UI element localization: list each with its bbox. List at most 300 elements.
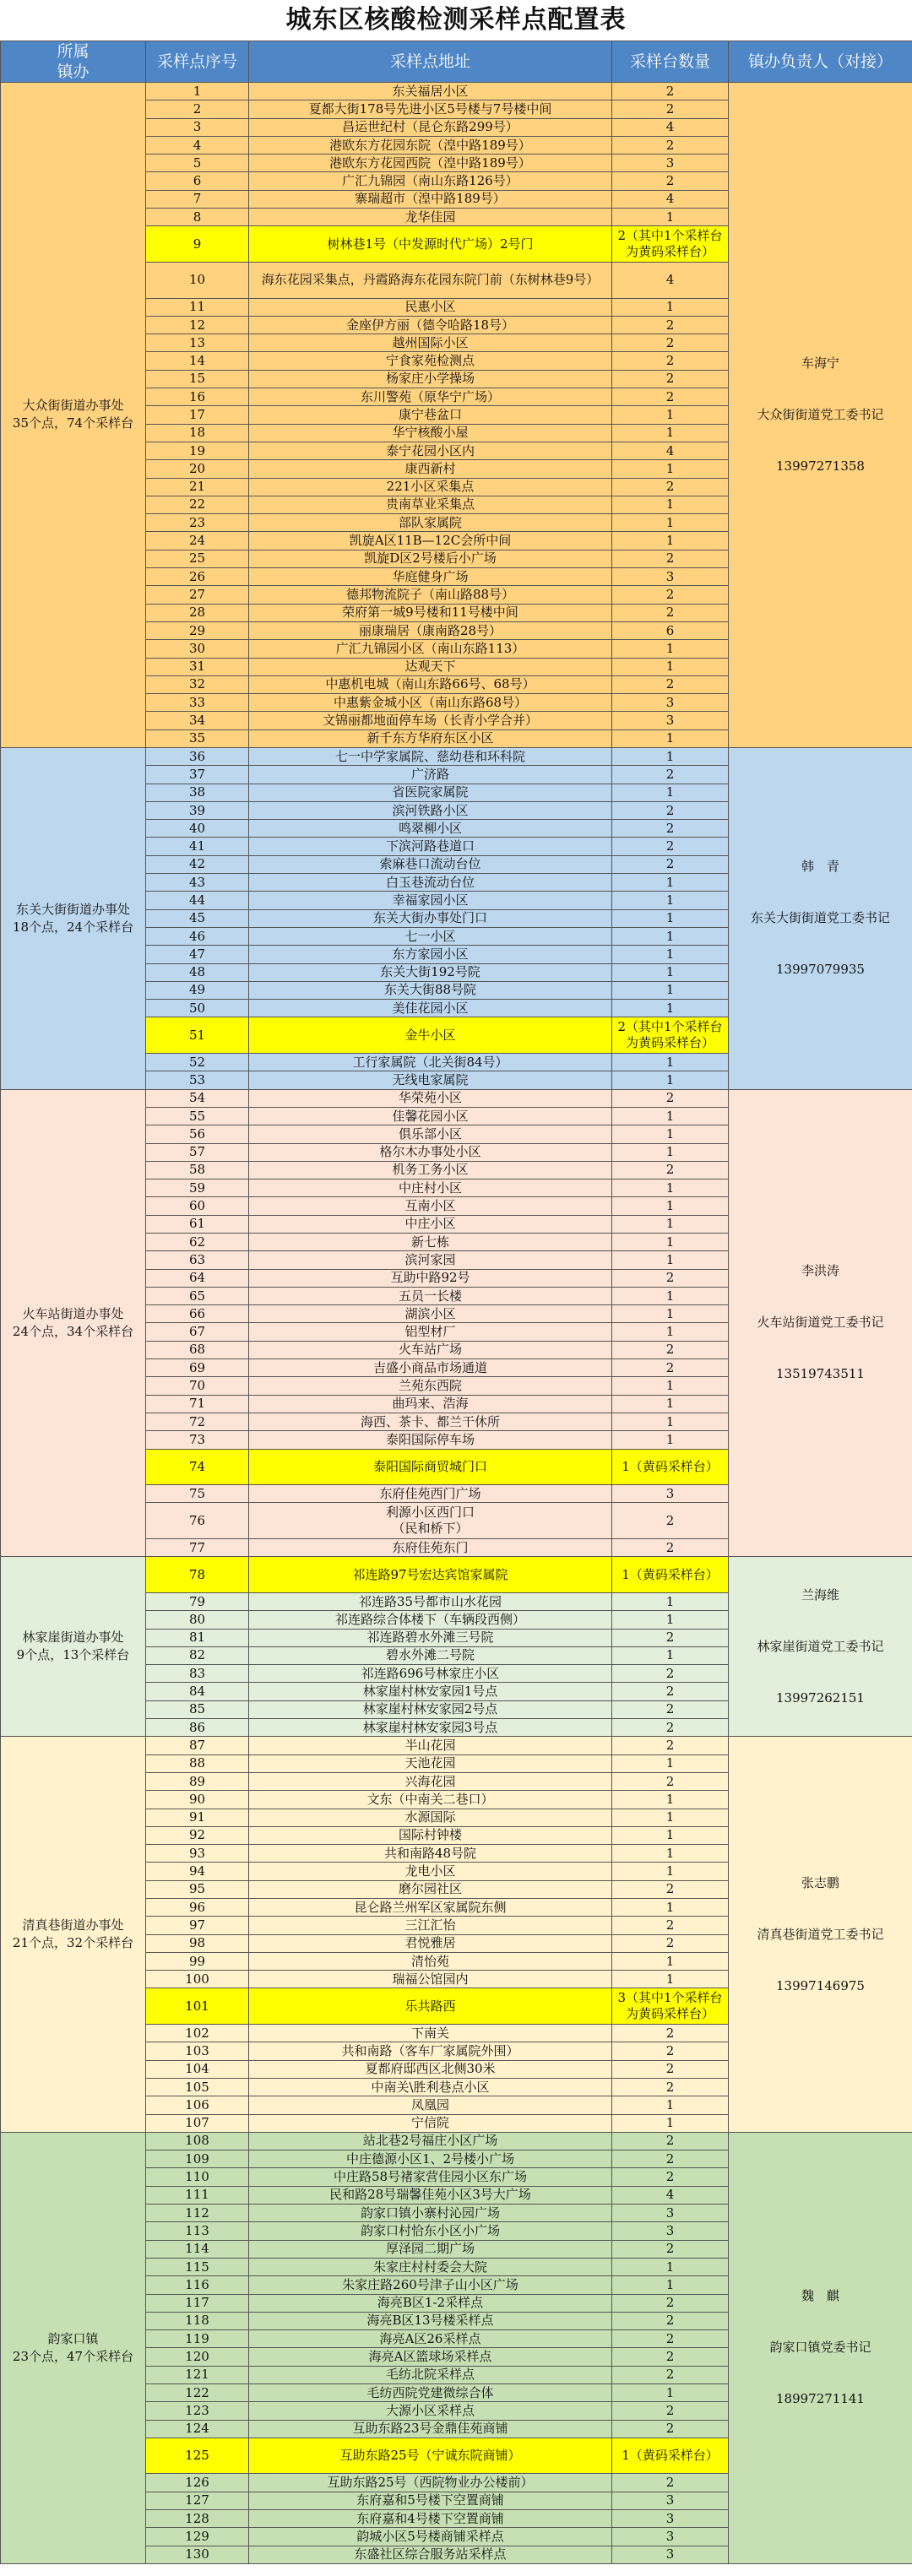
header-count: 采样台数量 [612,41,729,83]
leader-phone: 18997271141 [776,2391,865,2407]
address-cell: 东盛社区综合服务站采样点 [249,2546,612,2563]
seq-cell: 33 [146,694,249,712]
table-row [1,2132,912,2150]
count-cell: 1 [612,1125,729,1143]
address-cell: 泰宁花园小区内 [249,442,612,459]
header-leader: 镇办负责人（对接） [729,41,912,83]
seq-cell: 25 [146,550,249,567]
address-cell: 互南小区 [249,1197,612,1215]
seq-cell: 27 [146,586,249,604]
seq-cell: 122 [146,2384,249,2402]
address-cell: 幸福家园小区 [249,892,612,909]
address-cell: 文锦丽都地面停车场（长青小学合并） [249,712,612,729]
address-cell: 中庄德源小区1、2号楼小广场 [249,2150,612,2168]
count-cell: 2 [612,100,729,118]
seq-cell: 38 [146,784,249,801]
town-cell: 韵家口镇 23个点，47个采样台 [1,2132,146,2563]
header-row [1,41,912,83]
seq-cell: 17 [146,406,249,424]
count-cell: 1 [612,1234,729,1251]
count-cell: 1 [612,298,729,316]
address-cell: 民惠小区 [249,298,612,316]
address-cell: 站北巷2号福庄小区广场 [249,2132,612,2150]
seq-cell: 87 [146,1737,249,1754]
address-cell: 朱家庄路260号津子山小区广场 [249,2276,612,2294]
seq-cell: 90 [146,1791,249,1809]
table-row [1,1557,912,1593]
count-cell: 1 [612,209,729,226]
count-cell: 1 [612,1251,729,1269]
seq-cell: 20 [146,460,249,478]
seq-cell: 30 [146,640,249,658]
header-seq: 采样点序号 [146,41,249,83]
leader-cell [729,83,912,748]
address-cell: 金牛小区 [249,1017,612,1054]
seq-cell: 85 [146,1700,249,1718]
address-cell: 吉盛小商品市场通道 [249,1359,612,1377]
count-cell: 1 [612,2258,729,2275]
count-cell: 2 [612,1629,729,1646]
address-cell: 国际村钟楼 [249,1826,612,1844]
seq-cell: 35 [146,729,249,747]
count-cell: 1 [612,1215,729,1233]
seq-cell: 71 [146,1395,249,1413]
address-cell: 半山花园 [249,1737,612,1754]
address-cell: 林家崖村林安家园2号点 [249,1700,612,1718]
count-cell: 1 [612,532,729,550]
leader-name: 李洪涛 [801,1263,839,1279]
count-cell: 1 [612,1592,729,1610]
address-cell: 火车站广场 [249,1341,612,1359]
page-title: 城东区核酸检测采样点配置表 [285,5,627,35]
seq-cell: 52 [146,1054,249,1071]
address-cell: 磨尔园社区 [249,1880,612,1898]
seq-cell: 118 [146,2312,249,2329]
seq-cell: 9 [146,226,249,263]
count-cell: 4 [612,190,729,208]
seq-cell: 49 [146,981,249,999]
count-cell: 1 [612,909,729,927]
count-cell: 1 [612,946,729,963]
seq-cell: 66 [146,1305,249,1323]
seq-cell: 91 [146,1809,249,1826]
address-cell: 德邦物流院子（南山路88号） [249,586,612,604]
address-cell: 中惠机电城（南山东路66号、68号） [249,675,612,693]
count-cell: 2 [612,334,729,352]
count-cell: 2 [612,2348,729,2366]
count-cell: 2 [612,478,729,496]
seq-cell: 86 [146,1719,249,1737]
seq-cell: 130 [146,2546,249,2563]
seq-cell: 110 [146,2168,249,2186]
seq-cell: 107 [146,2114,249,2132]
address-cell: 昌运世纪村（昆仑东路299号） [249,118,612,136]
seq-cell: 112 [146,2205,249,2222]
address-cell: 部队家属院 [249,514,612,532]
count-cell: 2 [612,855,729,873]
address-cell: 凤凰园 [249,2096,612,2114]
address-cell: 朱家庄村村委会大院 [249,2258,612,2275]
count-cell: 2 [612,2150,729,2168]
address-cell: 昆仑路兰州军区家属院东侧 [249,1898,612,1916]
seq-cell: 115 [146,2258,249,2275]
seq-cell: 40 [146,820,249,838]
count-cell: 3 [612,568,729,586]
count-cell: 3 [612,155,729,172]
seq-cell: 67 [146,1323,249,1341]
seq-cell: 92 [146,1826,249,1844]
address-cell: 港欧东方花园东院（湟中路189号） [249,136,612,154]
seq-cell: 43 [146,874,249,892]
count-cell: 2 [612,1539,729,1557]
count-cell: 2 [612,1341,729,1359]
address-cell: 越州国际小区 [249,334,612,352]
address-cell: 利源小区西门口 （民和桥下） [249,1503,612,1539]
seq-cell: 129 [146,2528,249,2546]
leader-cell [729,1737,912,2133]
address-cell: 厚泽园二期广场 [249,2240,612,2258]
count-cell: 1 [612,981,729,999]
seq-cell: 54 [146,1089,249,1107]
count-cell: 2 [612,1700,729,1718]
seq-cell: 97 [146,1917,249,1934]
count-cell: 2 [612,2132,729,2150]
address-cell: 达观天下 [249,658,612,675]
seq-cell: 8 [146,209,249,226]
seq-cell: 101 [146,1988,249,2025]
count-cell: 1 [612,1754,729,1772]
count-cell: 1 [612,496,729,513]
count-cell: 4 [612,262,729,298]
town-cell: 火车站街道办事处 24个点，34个采样台 [1,1089,146,1557]
leader-cell [729,747,912,1089]
leader-name: 车海宁 [801,355,839,371]
seq-cell: 6 [146,172,249,190]
address-cell: 瑞福公馆园内 [249,1971,612,1988]
seq-cell: 93 [146,1845,249,1863]
count-cell: 2 [612,1683,729,1700]
address-cell: 三江汇怡 [249,1917,612,1934]
leader-title: 韵家口镇党委书记 [769,2340,871,2356]
address-cell: 韵城小区5号楼商铺采样点 [249,2528,612,2546]
seq-cell: 16 [146,388,249,406]
seq-cell: 55 [146,1107,249,1125]
count-cell: 1 [612,2384,729,2402]
address-cell: 东关大街88号院 [249,981,612,999]
count-cell: 2 [612,2366,729,2383]
address-cell: 乐共路西 [249,1988,612,2025]
seq-cell: 128 [146,2510,249,2528]
count-cell: 2 [612,83,729,100]
leader-phone: 13997271358 [776,458,865,474]
address-cell: 佳馨花园小区 [249,1107,612,1125]
count-cell: 1 [612,1323,729,1341]
seq-cell: 113 [146,2222,249,2240]
seq-cell: 28 [146,604,249,621]
address-cell: 共和南路48号院 [249,1845,612,1863]
address-cell: 祁连路35号都市山水花园 [249,1592,612,1610]
seq-cell: 12 [146,316,249,334]
count-cell: 1（黄码采样台） [612,1449,729,1485]
address-cell: 华荣苑小区 [249,1089,612,1107]
count-cell: 1 [612,1863,729,1880]
seq-cell: 18 [146,424,249,442]
address-cell: 毛纺北院采样点 [249,2366,612,2383]
seq-cell: 3 [146,118,249,136]
address-cell: 祁连路97号宏达宾馆家属院 [249,1557,612,1593]
address-cell: 杨家庄小学操场 [249,370,612,388]
seq-cell: 104 [146,2060,249,2078]
address-cell: 祁连路碧水外滩三号院 [249,1629,612,1646]
count-cell: 4 [612,118,729,136]
leader-title: 林家崖街道党工委书记 [757,1638,884,1654]
leader-title: 大众街街道党工委书记 [757,406,884,422]
leader-name: 兰海维 [801,1586,839,1603]
address-cell: 兴海花园 [249,1772,612,1790]
count-cell: 1 [612,1287,729,1304]
count-cell: 1 [612,1107,729,1125]
seq-cell: 62 [146,1234,249,1251]
address-cell: 七一小区 [249,927,612,945]
count-cell: 1 [612,1000,729,1017]
address-cell: 下南关 [249,2025,612,2042]
address-cell: 东府嘉和5号楼下空置商铺 [249,2492,612,2509]
count-cell: 2 [612,586,729,604]
seq-cell: 64 [146,1269,249,1287]
seq-cell: 57 [146,1143,249,1161]
table-row [1,1089,912,1107]
address-cell: 曲玛来、浩海 [249,1395,612,1413]
seq-cell: 120 [146,2348,249,2366]
count-cell: 1 [612,514,729,532]
address-cell: 海东花园采集点，丹霞路海东花园东院门前（东树林巷9号） [249,262,612,298]
address-cell: 夏都府邸西区北侧30米 [249,2060,612,2078]
count-cell: 2 [612,1719,729,1737]
seq-cell: 29 [146,621,249,639]
count-cell: 1 [612,1826,729,1844]
leader-name: 魏 麒 [801,2288,839,2304]
address-cell: 金座伊方丽（德令哈路18号） [249,316,612,334]
seq-cell: 50 [146,1000,249,1017]
seq-cell: 127 [146,2492,249,2509]
address-cell: 康宁巷盆口 [249,406,612,424]
address-cell: 新千东方华府东区小区 [249,729,612,747]
seq-cell: 46 [146,927,249,945]
seq-cell: 88 [146,1754,249,1772]
address-cell: 碧水外滩二号院 [249,1646,612,1664]
count-cell: 1 [612,1791,729,1809]
seq-cell: 73 [146,1431,249,1449]
count-cell: 2 [612,2240,729,2258]
seq-cell: 98 [146,1934,249,1952]
address-cell: 五员一长楼 [249,1287,612,1304]
seq-cell: 109 [146,2150,249,2168]
address-cell: 广汇九锦园小区（南山东路113） [249,640,612,658]
count-cell: 1 [612,1611,729,1629]
address-cell: 海西、茶卡、都兰干休所 [249,1413,612,1430]
seq-cell: 65 [146,1287,249,1304]
address-cell: 丽康瑞居（康南路28号） [249,621,612,639]
count-cell: 1 [612,1898,729,1916]
count-cell: 3（其中1个采样台为黄码采样台） [612,1988,729,2025]
seq-cell: 74 [146,1449,249,1485]
seq-cell: 42 [146,855,249,873]
count-cell: 2 [612,1089,729,1107]
count-cell: 1（黄码采样台） [612,2438,729,2474]
address-cell: 天池花园 [249,1754,612,1772]
count-cell: 1 [612,1395,729,1413]
count-cell: 1 [612,1809,729,1826]
seq-cell: 37 [146,766,249,784]
address-cell: 树林巷1号（中发源时代广场）2号门 [249,226,612,263]
address-cell: 泰阳国际商贸城门口 [249,1449,612,1485]
count-cell: 3 [612,2528,729,2546]
count-cell: 1 [612,406,729,424]
address-cell: 广济路 [249,766,612,784]
seq-cell: 34 [146,712,249,729]
address-cell: 大源小区采样点 [249,2402,612,2420]
address-cell: 宁信院 [249,2114,612,2132]
town-cell: 清真巷街道办事处 21个点，32个采样台 [1,1737,146,2133]
address-cell: 互助东路23号金鼎佳苑商铺 [249,2420,612,2438]
seq-cell: 123 [146,2402,249,2420]
address-cell: 中南关\胜利巷点小区 [249,2078,612,2096]
address-cell: 华庭健身广场 [249,568,612,586]
count-cell: 2 [612,136,729,154]
address-cell: 221小区采集点 [249,478,612,496]
seq-cell: 126 [146,2474,249,2492]
seq-cell: 2 [146,100,249,118]
count-cell: 2 [612,2294,729,2312]
seq-cell: 82 [146,1646,249,1664]
leader-title: 清真巷街道党工委书记 [757,1926,884,1942]
address-cell: 毛纺西院党建微综合体 [249,2384,612,2402]
seq-cell: 5 [146,155,249,172]
count-cell: 2 [612,2060,729,2078]
count-cell: 1 [612,784,729,801]
leader-phone: 13997146975 [776,1977,865,1993]
count-cell: 2 [612,316,729,334]
count-cell: 2 [612,604,729,621]
seq-cell: 116 [146,2276,249,2294]
address-cell: 互助东路25号（宁诚东院商铺） [249,2438,612,2474]
seq-cell: 121 [146,2366,249,2383]
seq-cell: 48 [146,963,249,981]
seq-cell: 96 [146,1898,249,1916]
count-cell: 2 [612,838,729,855]
seq-cell: 89 [146,1772,249,1790]
address-cell: 七一中学家属院、慈幼巷和环科院 [249,747,612,765]
leader-cell [729,1557,912,1737]
address-cell: 铝型材厂 [249,1323,612,1341]
seq-cell: 111 [146,2186,249,2204]
count-cell: 3 [612,2222,729,2240]
seq-cell: 39 [146,801,249,819]
count-cell: 1 [612,1143,729,1161]
address-cell: 中庄路58号褚家营佳园小区东广场 [249,2168,612,2186]
count-cell: 3 [612,2205,729,2222]
address-cell: 省医院家属院 [249,784,612,801]
seq-cell: 1 [146,83,249,100]
address-cell: 索麻巷口流动台位 [249,855,612,873]
header-address: 采样点地址 [249,41,612,83]
count-cell: 3 [612,2492,729,2509]
count-cell: 2 [612,550,729,567]
count-cell: 1 [612,1646,729,1664]
address-cell: 港欧东方花园西院（湟中路189号） [249,155,612,172]
address-cell: 林家崖村林安家园3号点 [249,1719,612,1737]
address-cell: 滨河铁路小区 [249,801,612,819]
count-cell: 1（黄码采样台） [612,1557,729,1593]
address-cell: 中庄村小区 [249,1180,612,1197]
count-cell: 1 [612,1431,729,1449]
seq-cell: 53 [146,1071,249,1089]
address-cell: 寨瑞超市（湟中路189号） [249,190,612,208]
address-cell: 凯旋D区2号楼后小广场 [249,550,612,567]
seq-cell: 60 [146,1197,249,1215]
count-cell: 2 [612,2025,729,2042]
seq-cell: 21 [146,478,249,496]
seq-cell: 24 [146,532,249,550]
address-cell: 无线电家属院 [249,1071,612,1089]
leader-title: 东关大街街道党工委书记 [750,910,890,926]
address-cell: 美佳花园小区 [249,1000,612,1017]
seq-cell: 41 [146,838,249,855]
seq-cell: 68 [146,1341,249,1359]
count-cell: 2 [612,820,729,838]
count-cell: 1 [612,424,729,442]
count-cell: 2 [612,2474,729,2492]
seq-cell: 114 [146,2240,249,2258]
count-cell: 2 [612,1917,729,1934]
count-cell: 2 [612,1665,729,1683]
town-cell: 林家崖街道办事处 9个点，13个采样台 [1,1557,146,1737]
count-cell: 3 [612,1485,729,1503]
count-cell: 2 [612,370,729,388]
leader-name: 张志鹏 [801,1874,839,1890]
count-cell: 6 [612,621,729,639]
address-cell: 韵家口镇小寨村沁园广场 [249,2205,612,2222]
seq-cell: 81 [146,1629,249,1646]
seq-cell: 44 [146,892,249,909]
seq-cell: 69 [146,1359,249,1377]
count-cell: 2 [612,766,729,784]
address-cell: 宁食家苑检测点 [249,352,612,370]
count-cell: 1 [612,1071,729,1089]
leader-phone: 13997079935 [776,962,865,978]
seq-cell: 125 [146,2438,249,2474]
count-cell: 2 [612,172,729,190]
address-cell: 机务工务小区 [249,1161,612,1179]
count-cell: 1 [612,1377,729,1395]
count-cell: 1 [612,1845,729,1863]
seq-cell: 99 [146,1952,249,1970]
count-cell: 1 [612,1971,729,1988]
address-cell: 龙电小区 [249,1863,612,1880]
count-cell: 3 [612,2546,729,2563]
address-cell: 海亮A区篮球场采样点 [249,2348,612,2366]
seq-cell: 10 [146,262,249,298]
count-cell: 1 [612,874,729,892]
address-cell: 林家崖村林安家园1号点 [249,1683,612,1700]
seq-cell: 84 [146,1683,249,1700]
address-cell: 韵家口村恰东小区小广场 [249,2222,612,2240]
address-cell: 工行家属院（北关街84号） [249,1054,612,1071]
count-cell: 2 [612,1503,729,1539]
address-cell: 夏都大街178号先进小区5号楼与7号楼中间 [249,100,612,118]
table-body [1,83,912,2564]
address-cell: 民和路28号瑞馨佳苑小区3号大广场 [249,2186,612,2204]
